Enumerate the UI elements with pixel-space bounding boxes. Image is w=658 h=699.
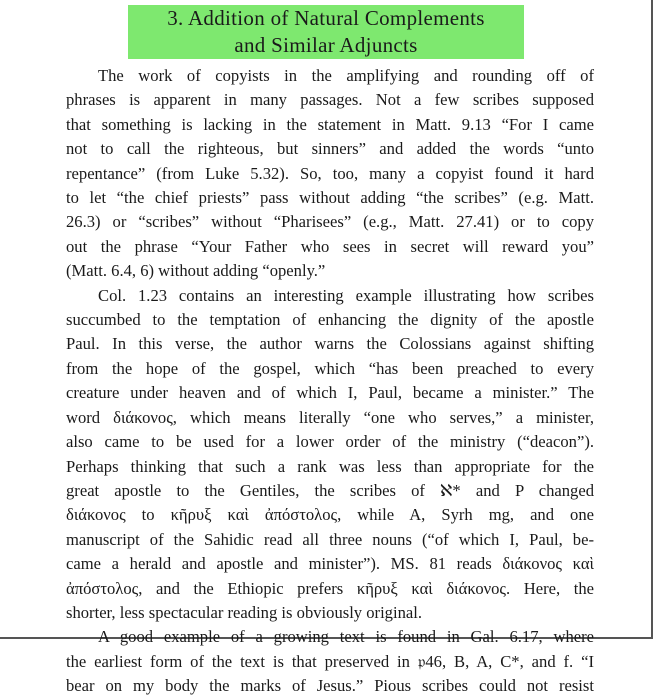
heading-line-2: and Similar Adjuncts — [234, 33, 418, 57]
body-text — [66, 64, 594, 699]
text-line: bear on my body the marks of Jesus.” Pious scribes could not resist — [66, 676, 594, 696]
text-line: not to call the righteous, but sinners” and added the words “unto — [66, 139, 594, 159]
text-line: from the hope of the gospel, which “has been preached to every — [66, 358, 594, 378]
text-line: out the phrase “Your Father who sees in secret will reward you” — [66, 236, 594, 256]
text-line: creature under heaven and of which I, Paul, became a minister.” The — [66, 383, 594, 403]
text-line: word διάκονος, which means literally “one who serves,” a minister, — [66, 407, 594, 427]
text-line: phrases is apparent in many passages. Not a few scribes supposed — [66, 90, 594, 110]
text-line: διάκονος to κῆρυξ καὶ ἀπόστολος, while A, Syrh mg, and one — [66, 505, 594, 525]
text-line: 26.3) or “scribes” without “Pharisees” (e.g., Matt. 27.41) or to copy — [66, 212, 594, 232]
heading-line-1: 3. Addition of Natural Complements — [167, 6, 485, 30]
section-heading — [128, 5, 524, 59]
text-line: manuscript of the Sahidic read all three nouns (“of which I, Paul, be- — [66, 529, 594, 549]
text-line: A good example of a growing text is found in Gal. 6.17, where — [98, 627, 594, 647]
text-line: Perhaps thinking that such a rank was less than appropriate for the — [66, 456, 594, 476]
text-line: shorter, less spectacular reading is obviously original. — [66, 602, 423, 622]
text-line: came a herald and apostle and minister”). MS. 81 reads διάκονος καὶ — [66, 554, 594, 574]
text-line: that something is lacking in the statement in Matt. 9.13 “For I came — [66, 114, 594, 134]
text-line: The work of copyists in the amplifying and rounding off of — [98, 66, 594, 85]
text-line: (Matt. 6.4, 6) without adding “openly.” — [66, 261, 326, 281]
text-line: succumbed to the temptation of enhancing the dignity of the apostle — [66, 310, 594, 330]
text-line: great apostle to the Gentiles, the scribes of ℵ* and P changed — [66, 480, 594, 500]
text-line: also came to be used for a lower order of the ministry (“deacon”). — [66, 432, 594, 452]
text-line: to let “the chief priests” pass without adding “the scribes” (e.g. Matt. — [66, 188, 594, 208]
text-line: the earliest form of the text is that preserved in 𝔭46, B, A, C*, and f. “I — [66, 651, 594, 671]
text-line: Col. 1.23 contains an interesting example illustrating how scribes — [98, 285, 594, 305]
text-line: repentance” (from Luke 5.32). So, too, many a copyist found it hard — [66, 163, 594, 183]
text-line: ἀπόστολος, and the Ethiopic prefers κῆρυξ καὶ διάκονος. Here, the — [66, 578, 594, 598]
text-line: Paul. In this verse, the author warns the Colossians against shifting — [66, 334, 594, 354]
